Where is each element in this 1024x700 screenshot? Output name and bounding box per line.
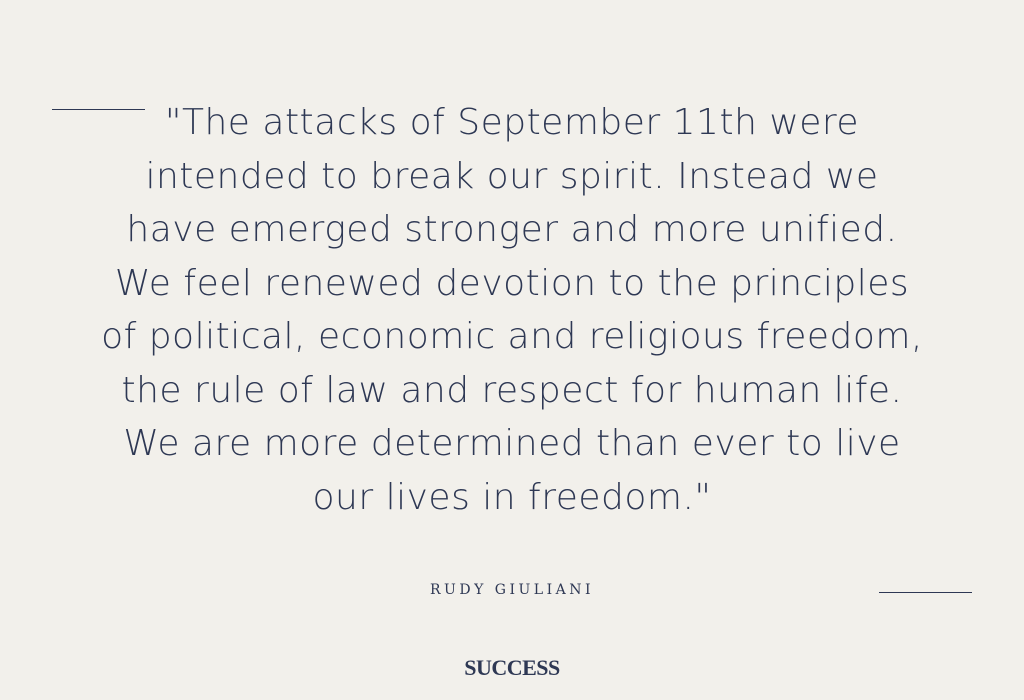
quote-line: We feel renewed devotion to the principles xyxy=(114,262,910,304)
quote-line: of political, economic and religious freedom, xyxy=(101,316,923,357)
quote-line: We are more determined than ever to live xyxy=(123,423,901,464)
quote-author: RUDY GIULIANI xyxy=(430,582,594,598)
quote-text xyxy=(80,96,944,524)
quote-line: intended to break our spirit. Instead we xyxy=(145,155,879,197)
brand-logo: SUCCESS xyxy=(464,655,560,680)
quote-line: our lives in freedom." xyxy=(312,476,712,518)
quote-line: have emerged stronger and more unified. xyxy=(126,209,898,250)
decorative-rule-right xyxy=(879,592,972,593)
quote-line: the rule of law and respect for human life. xyxy=(121,369,903,411)
quote-line: "The attacks of September 11th were xyxy=(164,102,860,143)
